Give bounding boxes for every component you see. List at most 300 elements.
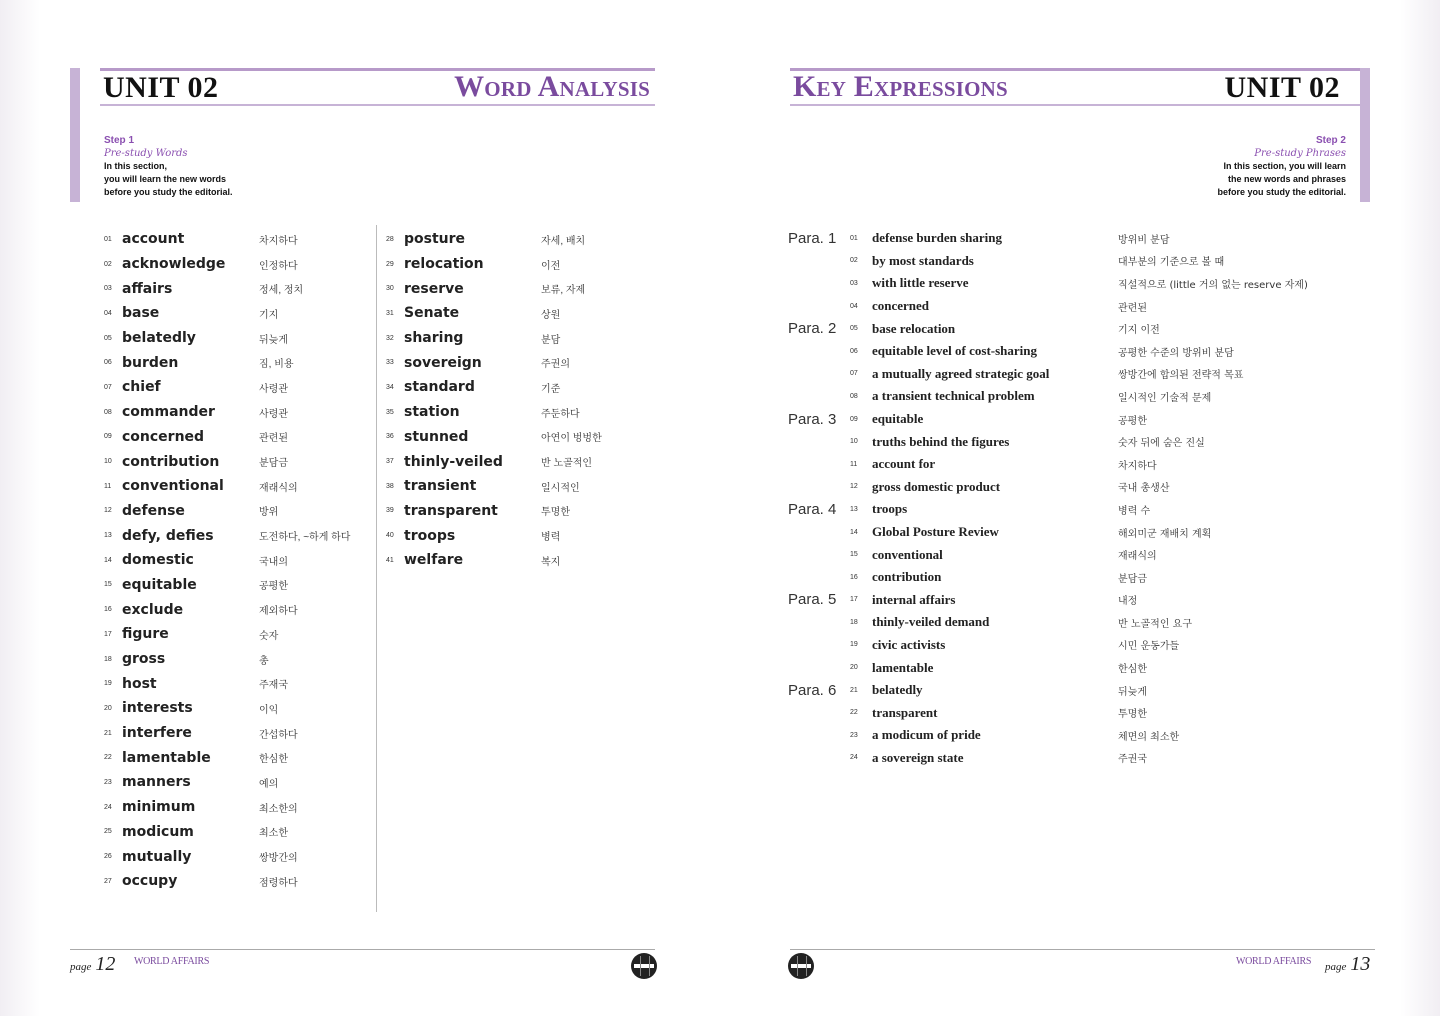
expression-row <box>788 385 1308 408</box>
expression-number: 14 <box>850 528 858 536</box>
step-desc-2: you will learn the new words <box>104 174 227 184</box>
expression-text: account for <box>872 456 936 472</box>
vocab-number: 35 <box>386 408 394 416</box>
vocab-word: thinly-veiled <box>404 453 503 470</box>
expression-meaning: 병력 수 <box>1118 505 1151 517</box>
vocab-meaning: 차지하다 <box>259 235 298 247</box>
vocab-word: posture <box>404 231 466 248</box>
vocab-number: 01 <box>104 235 112 243</box>
paragraph-label: Para. 4 <box>788 500 837 518</box>
vocab-row <box>104 597 350 622</box>
vocab-row <box>104 326 350 351</box>
page-number: 13 <box>1350 953 1371 975</box>
step-subtitle: Pre-study Phrases <box>1254 148 1346 159</box>
expression-row <box>788 340 1308 363</box>
vocab-number: 39 <box>386 507 394 515</box>
vocab-number: 28 <box>386 235 394 243</box>
vocab-meaning: 자세, 배치 <box>541 235 586 247</box>
vocab-row <box>104 449 350 474</box>
right-page-label <box>1325 953 1370 976</box>
left-unit-title: UNIT 02 <box>103 71 219 104</box>
vocab-number: 12 <box>104 507 112 515</box>
vocab-row <box>104 869 350 894</box>
expression-row <box>788 724 1308 747</box>
vocab-number: 20 <box>104 704 112 712</box>
right-side-bar <box>1360 68 1370 202</box>
vocab-word: Senate <box>404 305 460 322</box>
vocab-word: host <box>122 675 157 692</box>
page-word: page <box>70 961 92 973</box>
vocab-meaning: 최소한 <box>259 828 288 840</box>
vocab-row <box>104 252 350 277</box>
expression-number: 03 <box>850 279 858 287</box>
step-label: Step 2 <box>1315 135 1346 146</box>
expression-text: with little reserve <box>872 275 969 291</box>
vocab-row <box>386 301 602 326</box>
paragraph-label: Para. 3 <box>788 410 837 428</box>
expression-number: 09 <box>850 415 858 423</box>
expression-number: 21 <box>850 686 858 694</box>
vocab-number: 19 <box>104 680 112 688</box>
expression-meaning: 공평한 <box>1118 415 1147 427</box>
expression-number: 08 <box>850 392 858 400</box>
vocab-row <box>386 252 602 277</box>
expression-row <box>788 363 1308 386</box>
expression-meaning: 차지하다 <box>1118 460 1157 472</box>
vocab-number: 25 <box>104 828 112 836</box>
expression-number: 20 <box>850 664 858 672</box>
page-word: page <box>1325 961 1347 973</box>
vocab-number: 14 <box>104 556 112 564</box>
vocab-word: transient <box>404 478 477 495</box>
vocab-meaning: 도전하다, ~하게 하다 <box>259 532 351 544</box>
vocab-meaning: 간섭하다 <box>259 729 298 741</box>
expression-meaning: 방위비 분담 <box>1118 234 1170 246</box>
column-divider <box>376 225 377 912</box>
vocab-meaning: 점령하다 <box>259 877 298 889</box>
expression-meaning: 주권국 <box>1118 754 1147 766</box>
vocab-row <box>104 770 350 795</box>
right-section-title: Key Expressions <box>793 70 1008 103</box>
expression-meaning: 일시적인 기술적 문제 <box>1118 392 1212 404</box>
expression-row <box>788 521 1308 544</box>
vocab-row <box>104 276 350 301</box>
expression-number: 06 <box>850 347 858 355</box>
vocab-row <box>386 499 602 524</box>
vocab-row <box>104 573 350 598</box>
vocab-meaning: 복지 <box>541 556 561 568</box>
vocab-row <box>104 350 350 375</box>
vocab-word: base <box>122 305 160 322</box>
vocab-word: conventional <box>122 478 224 495</box>
vocab-word: lamentable <box>122 749 211 766</box>
vocab-number: 17 <box>104 630 112 638</box>
vocab-word: transparent <box>404 502 498 519</box>
expression-row <box>788 589 1308 612</box>
vocab-number: 10 <box>104 458 112 466</box>
left-footer-line <box>70 949 655 950</box>
vocab-word: equitable <box>122 576 197 593</box>
right-footer-line <box>790 949 1375 950</box>
vocab-number: 15 <box>104 581 112 589</box>
expression-row <box>788 408 1308 431</box>
vocab-word: affairs <box>122 280 173 297</box>
expression-text: base relocation <box>872 320 956 336</box>
vocab-meaning: 일시적인 <box>541 482 580 494</box>
expression-row <box>788 295 1308 318</box>
vocab-row <box>104 820 350 845</box>
expression-text: gross domestic product <box>872 478 1001 494</box>
vocab-row <box>386 523 602 548</box>
expression-row <box>788 250 1308 273</box>
vocab-number: 07 <box>104 383 112 391</box>
step-desc-3: before you study the editorial. <box>1217 187 1346 197</box>
paragraph-label: Para. 6 <box>788 681 837 699</box>
expression-number: 23 <box>850 731 858 739</box>
vocab-row <box>104 622 350 647</box>
vocab-meaning: 상원 <box>541 309 561 321</box>
vocab-row <box>104 227 350 252</box>
step-desc-1: In this section, you will learn <box>1223 161 1346 171</box>
vocab-number: 26 <box>104 853 112 861</box>
vocab-meaning: 숫자 <box>259 630 279 642</box>
vocab-row <box>104 400 350 425</box>
expression-text: a mutually agreed strategic goal <box>872 365 1050 381</box>
vocab-meaning: 보류, 자제 <box>541 285 586 297</box>
vocab-row <box>104 844 350 869</box>
page-number: 12 <box>95 953 116 975</box>
vocab-meaning: 사령관 <box>259 408 288 420</box>
vocab-meaning: 주권의 <box>541 359 570 371</box>
paragraph-label: Para. 5 <box>788 591 837 609</box>
vocab-row <box>104 647 350 672</box>
vocab-word: gross <box>122 651 166 668</box>
expression-text: defense burden sharing <box>872 230 1003 246</box>
vocab-meaning: 병력 <box>541 532 561 544</box>
expression-text: by most standards <box>872 252 974 268</box>
vocab-row <box>104 671 350 696</box>
vocab-row <box>386 350 602 375</box>
globe-logo-icon <box>631 953 657 979</box>
vocab-number: 21 <box>104 729 112 737</box>
vocab-number: 18 <box>104 655 112 663</box>
vocab-number: 11 <box>104 482 112 490</box>
vocab-word: account <box>122 231 185 248</box>
expression-text: contribution <box>872 569 942 585</box>
expression-meaning: 국내 총생산 <box>1118 483 1170 495</box>
vocab-word: minimum <box>122 799 196 816</box>
vocab-number: 23 <box>104 778 112 786</box>
expression-number: 18 <box>850 618 858 626</box>
vocab-row <box>104 523 350 548</box>
vocab-meaning: 정세, 정치 <box>259 285 304 297</box>
vocab-word: domestic <box>122 552 194 569</box>
vocab-number: 31 <box>386 309 394 317</box>
left-side-bar <box>70 68 80 202</box>
expression-number: 24 <box>850 754 858 762</box>
expression-meaning: 시민 운동가들 <box>1118 641 1180 653</box>
vocab-meaning: 재래식의 <box>259 482 298 494</box>
vocab-row <box>386 474 602 499</box>
vocab-row <box>386 449 602 474</box>
expression-row <box>788 476 1308 499</box>
expression-meaning: 체면의 최소한 <box>1118 731 1180 743</box>
vocab-meaning: 국내의 <box>259 556 288 568</box>
expression-number: 13 <box>850 505 858 513</box>
vocab-row <box>386 375 602 400</box>
expression-row <box>788 634 1308 657</box>
vocab-number: 24 <box>104 803 112 811</box>
vocab-number: 05 <box>104 334 112 342</box>
vocab-column-2 <box>386 227 602 573</box>
expression-row <box>788 679 1308 702</box>
vocab-meaning: 예의 <box>259 778 279 790</box>
vocab-word: manners <box>122 774 191 791</box>
vocab-word: acknowledge <box>122 256 226 273</box>
expression-meaning: 관련된 <box>1118 302 1147 314</box>
expression-text: equitable level of cost-sharing <box>872 343 1038 359</box>
expression-meaning: 한심한 <box>1118 664 1147 676</box>
expression-number: 17 <box>850 596 858 604</box>
expression-number: 11 <box>850 460 858 468</box>
vocab-meaning: 이익 <box>259 704 279 716</box>
vocab-row <box>104 474 350 499</box>
expression-text: troops <box>872 501 908 517</box>
vocab-word: troops <box>404 527 456 544</box>
expression-row <box>788 272 1308 295</box>
vocab-meaning: 관련된 <box>259 433 288 445</box>
right-step-block <box>1217 134 1346 199</box>
vocab-word: belatedly <box>122 330 196 347</box>
step-desc-2: the new words and phrases <box>1227 174 1346 184</box>
vocab-row <box>104 375 350 400</box>
vocab-number: 36 <box>386 433 394 441</box>
vocab-word: modicum <box>122 823 194 840</box>
expression-meaning: 대부분의 기준으로 볼 때 <box>1118 257 1225 269</box>
expression-number: 02 <box>850 257 858 265</box>
vocab-meaning: 한심한 <box>259 754 288 766</box>
vocab-meaning: 투명한 <box>541 507 570 519</box>
vocab-number: 22 <box>104 754 112 762</box>
step-desc-3: before you study the editorial. <box>104 187 233 197</box>
vocab-number: 32 <box>386 334 394 342</box>
vocab-word: standard <box>404 379 475 396</box>
vocab-number: 06 <box>104 359 112 367</box>
vocab-word: burden <box>122 354 179 371</box>
vocab-meaning: 제외하다 <box>259 606 298 618</box>
vocab-meaning: 주재국 <box>259 680 288 692</box>
left-page-label <box>70 953 115 976</box>
vocab-number: 40 <box>386 532 394 540</box>
vocab-meaning: 주둔하다 <box>541 408 580 420</box>
vocab-word: sovereign <box>404 354 482 371</box>
vocab-number: 34 <box>386 383 394 391</box>
expression-meaning: 쌍방간에 합의된 전략적 목표 <box>1118 370 1244 382</box>
vocab-number: 41 <box>386 556 394 564</box>
vocab-row <box>386 548 602 573</box>
expression-text: concerned <box>872 298 930 314</box>
step-subtitle: Pre-study Words <box>104 148 188 159</box>
expression-text: internal affairs <box>872 591 956 607</box>
vocab-number: 30 <box>386 285 394 293</box>
expression-text: Global Posture Review <box>872 524 999 540</box>
expression-number: 04 <box>850 302 858 310</box>
expression-number: 05 <box>850 325 858 333</box>
expression-number: 16 <box>850 573 858 581</box>
expression-meaning: 해외미군 재배치 계획 <box>1118 528 1212 540</box>
vocab-number: 27 <box>104 877 112 885</box>
expression-row <box>788 566 1308 589</box>
vocab-word: mutually <box>122 848 192 865</box>
expression-meaning: 기지 이전 <box>1118 325 1160 337</box>
vocab-meaning: 기준 <box>541 383 561 395</box>
expression-text: civic activists <box>872 636 946 652</box>
vocab-meaning: 반 노골적인 <box>541 458 593 470</box>
expression-number: 10 <box>850 438 858 446</box>
vocab-number: 04 <box>104 309 112 317</box>
vocab-row <box>386 425 602 450</box>
expression-row <box>788 430 1308 453</box>
paragraph-label: Para. 1 <box>788 229 837 247</box>
vocab-number: 37 <box>386 458 394 466</box>
expression-meaning: 뒤늦게 <box>1118 686 1147 698</box>
vocab-number: 16 <box>104 606 112 614</box>
expression-text: conventional <box>872 546 943 562</box>
expression-text: a transient technical problem <box>872 388 1035 404</box>
vocab-word: reserve <box>404 280 464 297</box>
expression-row <box>788 543 1308 566</box>
expression-row <box>788 611 1308 634</box>
expressions-list <box>788 227 1308 769</box>
vocab-number: 13 <box>104 532 112 540</box>
vocab-row <box>104 745 350 770</box>
expression-number: 19 <box>850 641 858 649</box>
expression-meaning: 투명한 <box>1118 709 1147 721</box>
globe-logo-icon <box>788 953 814 979</box>
vocab-meaning: 뒤늦게 <box>259 334 288 346</box>
vocab-row <box>386 227 602 252</box>
expression-text: a modicum of pride <box>872 727 981 743</box>
expression-number: 07 <box>850 370 858 378</box>
expression-meaning: 내정 <box>1118 596 1138 608</box>
expression-meaning: 분담금 <box>1118 573 1147 585</box>
vocab-row <box>386 276 602 301</box>
step-desc-1: In this section, <box>104 161 168 171</box>
expression-meaning: 공평한 수준의 방위비 분담 <box>1118 347 1234 359</box>
vocab-word: relocation <box>404 256 484 273</box>
vocab-number: 38 <box>386 482 394 490</box>
vocab-row <box>104 425 350 450</box>
vocab-row <box>104 795 350 820</box>
vocab-word: defy, defies <box>122 527 214 544</box>
expression-text: thinly-veiled demand <box>872 614 990 630</box>
vocab-row <box>104 721 350 746</box>
vocab-word: figure <box>122 626 169 643</box>
vocab-meaning: 쌍방간의 <box>259 853 298 865</box>
vocab-word: stunned <box>404 428 469 445</box>
vocab-meaning: 인정하다 <box>259 260 298 272</box>
expression-text: a sovereign state <box>872 749 964 765</box>
right-page <box>720 0 1440 1016</box>
publication-name: WORLD AFFAIRS <box>134 956 210 967</box>
expression-number: 01 <box>850 234 858 242</box>
expression-text: transparent <box>872 704 938 720</box>
expression-row <box>788 227 1308 250</box>
left-step-block <box>104 134 233 199</box>
vocab-meaning: 분담금 <box>259 458 288 470</box>
vocab-row <box>104 696 350 721</box>
vocab-meaning: 최소한의 <box>259 803 298 815</box>
vocab-row <box>104 301 350 326</box>
vocab-word: concerned <box>122 428 205 445</box>
expression-row <box>788 453 1308 476</box>
vocab-meaning: 짐, 비용 <box>259 359 294 371</box>
vocab-meaning: 총 <box>259 655 269 667</box>
expression-text: belatedly <box>872 682 923 698</box>
step-label: Step 1 <box>104 135 135 146</box>
expression-number: 15 <box>850 551 858 559</box>
vocab-word: station <box>404 404 460 421</box>
vocab-meaning: 공평한 <box>259 581 288 593</box>
paragraph-label: Para. 2 <box>788 320 837 338</box>
right-unit-title: UNIT 02 <box>1224 71 1340 104</box>
expression-meaning: 반 노골적인 요구 <box>1118 618 1192 630</box>
vocab-meaning: 기지 <box>259 309 279 321</box>
vocab-column-1 <box>104 227 350 894</box>
vocab-row <box>104 499 350 524</box>
expression-text: lamentable <box>872 659 934 675</box>
vocab-word: interests <box>122 700 193 717</box>
vocab-row <box>386 326 602 351</box>
vocab-number: 33 <box>386 359 394 367</box>
vocab-word: occupy <box>122 873 178 890</box>
vocab-word: interfere <box>122 725 192 742</box>
vocab-word: defense <box>122 502 185 519</box>
expression-text: truths behind the figures <box>872 433 1010 449</box>
expression-meaning: 재래식의 <box>1118 551 1157 563</box>
expression-row <box>788 747 1308 770</box>
vocab-row <box>386 400 602 425</box>
publication-name: WORLD AFFAIRS <box>1236 956 1312 967</box>
vocab-meaning: 사령관 <box>259 383 288 395</box>
vocab-meaning: 이전 <box>541 260 561 272</box>
expression-text: equitable <box>872 411 924 427</box>
vocab-word: exclude <box>122 601 184 618</box>
vocab-meaning: 방위 <box>259 507 279 519</box>
expression-row <box>788 701 1308 724</box>
vocab-word: commander <box>122 404 215 421</box>
vocab-number: 08 <box>104 408 112 416</box>
vocab-meaning: 아연이 벙벙한 <box>541 433 602 445</box>
expression-meaning: 숫자 뒤에 숨은 진실 <box>1118 438 1205 450</box>
expression-row <box>788 498 1308 521</box>
vocab-number: 02 <box>104 260 112 268</box>
expression-row <box>788 656 1308 679</box>
vocab-word: welfare <box>404 552 464 569</box>
vocab-number: 09 <box>104 433 112 441</box>
vocab-number: 29 <box>386 260 394 268</box>
left-section-title: Word Analysis <box>454 70 650 103</box>
vocab-number: 03 <box>104 285 112 293</box>
expression-row <box>788 317 1308 340</box>
vocab-word: chief <box>122 379 161 396</box>
vocab-row <box>104 548 350 573</box>
vocab-word: contribution <box>122 453 220 470</box>
vocab-meaning: 분담 <box>541 334 561 346</box>
vocab-word: sharing <box>404 330 464 347</box>
expression-number: 12 <box>850 483 858 491</box>
expression-meaning: 직설적으로 (little 거의 없는 reserve 자제) <box>1118 279 1308 291</box>
